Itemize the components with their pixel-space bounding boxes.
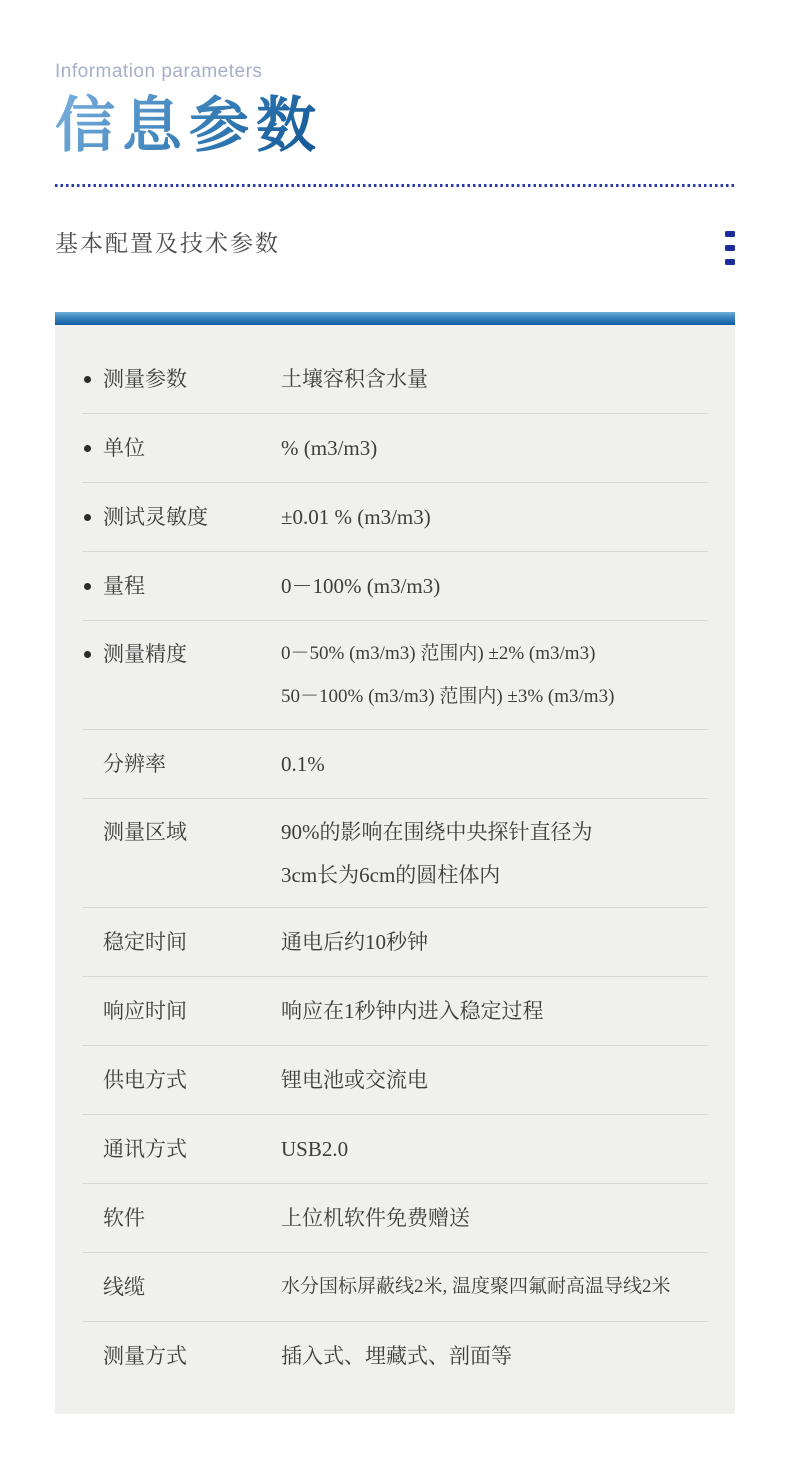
spec-value — [281, 365, 708, 393]
spec-row — [82, 977, 708, 1046]
spec-table — [55, 325, 735, 1414]
bullet-icon — [84, 445, 91, 452]
section-heading: 基本配置及技术参数 — [55, 230, 280, 256]
spec-label-cell — [82, 750, 281, 778]
spec-value-line: 90%的影响在围绕中央探针直径为 — [281, 820, 593, 844]
section-header — [55, 187, 735, 265]
spec-value-line: 50－100% (m3/m3) 范围内) ±3% (m3/m3) — [281, 686, 615, 707]
spec-row — [82, 345, 708, 414]
spec-label: 线缆 — [103, 1275, 145, 1299]
spec-value — [281, 928, 708, 956]
spec-value — [281, 1066, 708, 1094]
spec-row — [82, 1253, 708, 1322]
page-title: 信息参数 — [55, 91, 323, 161]
spec-row — [82, 1184, 708, 1253]
spec-label: 测量方式 — [103, 1344, 187, 1368]
spec-label: 响应时间 — [103, 999, 187, 1023]
spec-label-cell — [82, 365, 281, 393]
spec-value — [281, 434, 708, 462]
spec-label-cell — [82, 1342, 281, 1370]
spec-label: 通讯方式 — [103, 1137, 187, 1161]
spec-label: 测量参数 — [103, 367, 187, 391]
spec-label: 测量精度 — [103, 642, 187, 666]
spec-row — [82, 621, 708, 730]
spec-value — [281, 1204, 708, 1232]
spec-value — [281, 572, 708, 600]
spec-label: 稳定时间 — [103, 930, 187, 954]
spec-label-cell — [82, 997, 281, 1025]
spec-value — [281, 750, 708, 778]
spec-row — [82, 414, 708, 483]
bullet-icon — [84, 583, 91, 590]
spec-value — [281, 818, 708, 889]
spec-value — [281, 997, 708, 1025]
spec-label-cell — [82, 572, 281, 600]
spec-label-cell — [82, 1204, 281, 1232]
spec-value-line: 3cm长为6cm的圆柱体内 — [281, 863, 501, 887]
spec-label-cell — [82, 503, 281, 531]
spec-value-line: % (m3/m3) — [281, 436, 378, 460]
spec-value-line: 通电后约10秒钟 — [281, 930, 428, 954]
spec-value-line: 0.1% — [281, 752, 325, 776]
spec-value-line: 水分国标屏蔽线2米, 温度聚四氟耐高温导线2米 — [281, 1276, 671, 1297]
spec-value — [281, 503, 708, 531]
spec-value-line: 插入式、埋藏式、剖面等 — [281, 1344, 512, 1368]
spec-label-cell — [82, 640, 281, 668]
spec-value-line: 上位机软件免费赠送 — [281, 1206, 470, 1230]
menu-dot — [725, 259, 735, 265]
spec-label-cell — [82, 818, 281, 846]
vertical-dots-menu-icon[interactable] — [725, 227, 735, 265]
spec-row — [82, 1115, 708, 1184]
spec-value — [281, 1342, 708, 1370]
spec-label: 软件 — [103, 1206, 145, 1230]
spec-label: 测量区域 — [103, 820, 187, 844]
spec-row — [82, 799, 708, 908]
spec-value-line: 锂电池或交流电 — [281, 1068, 428, 1092]
spec-label-cell — [82, 928, 281, 956]
bullet-icon — [84, 651, 91, 658]
spec-value-line: ±0.01 % (m3/m3) — [281, 505, 431, 529]
spec-label: 量程 — [103, 574, 145, 598]
spec-row — [82, 483, 708, 552]
bullet-icon — [84, 514, 91, 521]
spec-label: 分辨率 — [103, 752, 166, 776]
spec-row — [82, 1046, 708, 1115]
spec-label-cell — [82, 1135, 281, 1163]
spec-label: 测试灵敏度 — [103, 505, 208, 529]
spec-value-line: 响应在1秒钟内进入稳定过程 — [281, 999, 544, 1023]
spec-value-line: 0－100% (m3/m3) — [281, 574, 441, 598]
spec-label-cell — [82, 1066, 281, 1094]
table-top-accent-bar — [55, 312, 735, 325]
menu-dot — [725, 245, 735, 251]
spec-row — [82, 908, 708, 977]
spec-value — [281, 1135, 708, 1163]
spec-label-cell — [82, 434, 281, 462]
spec-value — [281, 640, 708, 711]
spec-row — [82, 730, 708, 799]
page-header — [0, 0, 790, 187]
bullet-icon — [84, 376, 91, 383]
subtitle-english: Information parameters — [55, 61, 263, 82]
spec-label: 单位 — [103, 436, 145, 460]
spec-label-cell — [82, 1273, 281, 1301]
spec-value-line: 0－50% (m3/m3) 范围内) ±2% (m3/m3) — [281, 643, 596, 664]
spec-value — [281, 1273, 708, 1301]
spec-value-line: 土壤容积含水量 — [281, 367, 428, 391]
spec-row — [82, 552, 708, 621]
spec-value-line: USB2.0 — [281, 1137, 349, 1161]
spec-label: 供电方式 — [103, 1068, 187, 1092]
menu-dot — [725, 231, 735, 237]
spec-row — [82, 1322, 708, 1390]
